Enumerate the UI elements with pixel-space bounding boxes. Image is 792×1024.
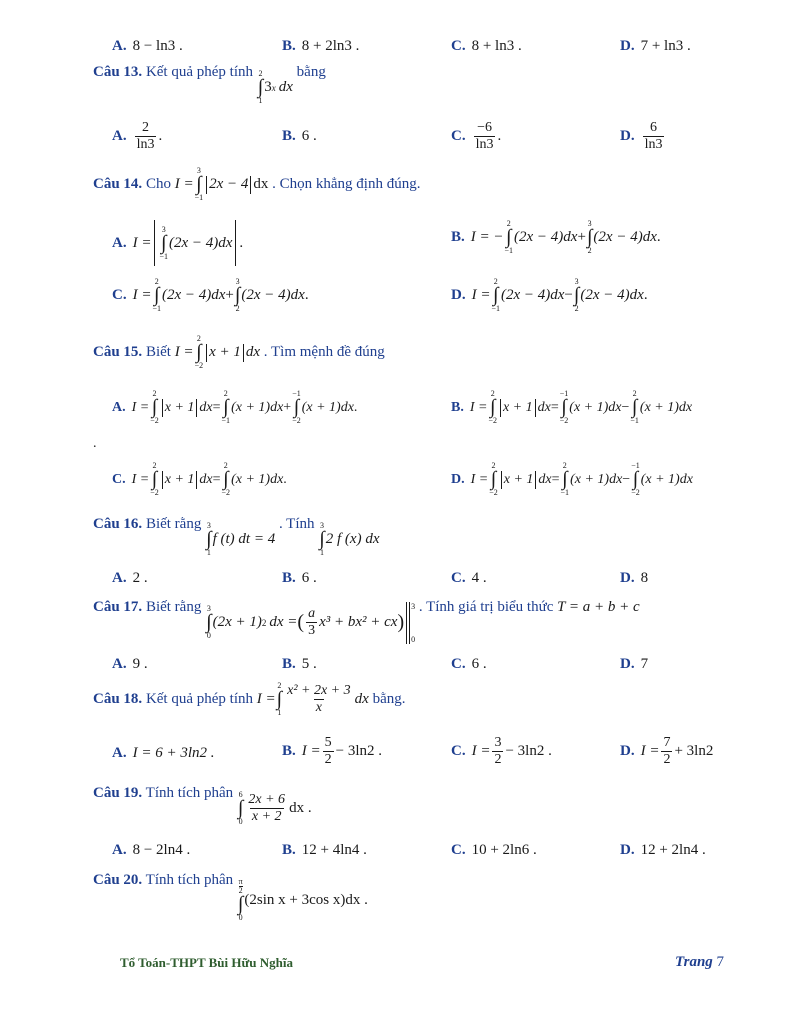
q16-option-a: A. 2 . [112, 570, 148, 586]
integral-sign: 2 ∫ 1 [257, 69, 264, 105]
integral-expression: I = 3 ∫ −1 2x − 4 dx [174, 166, 269, 202]
question-14: Câu 14. Cho I = 3 ∫ −1 2x − 4 dx . Chọn khẳng định đúng. [93, 166, 421, 202]
option-label: D. [620, 38, 635, 54]
integral-expression: 3 ∫ 0 (2x + 1) 2 dx = ( $\frac{a}{3}$ x³ + bx² + cx ) 3 0 [206, 601, 416, 644]
option-text: 8 + 2ln3 . [301, 38, 360, 54]
question-20: Câu 20. Tính tích phân π 2 ∫ 0 (2sin x + 3cos x)dx . [93, 872, 368, 922]
question-18: Câu 18. Kết quả phép tính I = 2 ∫ 1 $\frac{\text{x² + 2x + 3}}{x}$ dx bằng. [93, 681, 406, 717]
q17-option-c: C. 6 . [451, 656, 487, 672]
q18-option-a: A. I = 6 + 3ln2 . [112, 745, 215, 761]
q17-option-b: B. 5 . [282, 656, 317, 672]
option-label: B. [282, 38, 296, 54]
integral-expression: 6 ∫ 0 $\frac{2x + 6}{x + 2}$ dx . [237, 790, 312, 826]
q17-option-a: A. 9 . [112, 656, 148, 672]
q13-option-b: B. 6 . [282, 128, 317, 144]
q19-option-d: D. 12 + 2ln4 . [620, 842, 706, 858]
q12-option-d [620, 38, 691, 55]
q16-option-b: B. 6 . [282, 570, 317, 586]
q18-option-c: C. I = $\frac{3}{2}$ − 3ln2 . [451, 735, 552, 768]
integral-expression-2: 3 ∫ 1 2 f (x) dx [319, 521, 380, 557]
q16-option-c: C. 4 . [451, 570, 487, 586]
option-label: A. [112, 38, 127, 54]
question-17: Câu 17. Biết rằng 3 ∫ 0 (2x + 1) 2 dx = ( $\frac{a}{3}$ x³ + bx² + cx ) 3 0 . Tính giá trị biểu thức T = a + b + c [93, 599, 640, 644]
q19-option-b: B. 12 + 4ln4 . [282, 842, 367, 858]
option-text: 8 − ln3 . [132, 38, 183, 54]
integral-expression: π 2 ∫ 0 (2sin x + 3cos x)dx . [237, 877, 368, 922]
q14-option-b: B. I = − 2 ∫ −1 (2x − 4)dx + 3 ∫ 2 (2x − 4)dx . [451, 219, 661, 255]
q15-option-c: C. I = 2 ∫ −2 x + 1 dx = 2 ∫ −2 (x + 1) dx . [112, 461, 287, 497]
option-label: C. [451, 38, 466, 54]
q14-option-a: A. I = 3 ∫ −1 (2x − 4)dx . [112, 220, 243, 266]
q15-option-d: D. I = 2 ∫ −2 x + 1 dx = 2 ∫ −1 (x + 1) dx − −1 ∫ −2 (x + 1) dx [451, 461, 693, 497]
question-15: Câu 15. Biết I = 2 ∫ −2 x + 1 dx . Tìm mệnh đề đúng [93, 334, 385, 370]
q16-option-d: D. 8 [620, 570, 649, 586]
question-text: Kết quả phép tính [145, 64, 253, 80]
question-13 [93, 64, 326, 105]
stray-period: . [93, 436, 97, 451]
q12-option-b [282, 38, 359, 55]
q19-option-a: A. 8 − 2ln4 . [112, 842, 191, 858]
q12-option-a [112, 38, 183, 55]
footer-school: Tổ Toán-THPT Bùi Hữu Nghĩa [120, 955, 294, 970]
q17-option-d: D. 7 [620, 656, 649, 672]
question-label: Câu 13. [93, 64, 143, 80]
q12-option-c [451, 38, 522, 55]
integral-expression: I = 2 ∫ −2 x + 1 dx [174, 334, 261, 370]
q13-option-a: A. $\frac{2}{\ln 3}$ . [112, 120, 163, 153]
q15-option-b: B. I = 2 ∫ −2 x + 1 dx = −1 ∫ −2 (x + 1) dx − 2 ∫ −1 (x + 1) dx [451, 389, 693, 425]
integral-expression: I = 2 ∫ 1 $\frac{\text{x² + 2x + 3}}{x}$ dx [256, 681, 369, 717]
question-text-after: bằng [296, 64, 326, 80]
option-text: 7 + ln3 . [640, 38, 691, 54]
q14-option-c: C. I = 2 ∫ −1 (2x − 4)dx + 3 ∫ 2 (2x − 4)dx . [112, 277, 309, 313]
q18-option-d: D. I = $\frac{7}{2}$ + 3ln2 [620, 735, 714, 768]
q13-option-c: C. $\frac{-6}{\ln 3}$ . [451, 120, 502, 153]
q15-option-a: A. I = 2 ∫ −2 x + 1 dx = 2 ∫ −1 (x + 1) dx + −1 ∫ −2 (x + 1) dx . [112, 389, 358, 425]
q13-option-d: D. $\frac{6}{\ln 3}$ [620, 120, 663, 153]
q19-option-c: C. 10 + 2ln6 . [451, 842, 537, 858]
q14-option-d: D. I = 2 ∫ −1 (2x − 4)dx − 3 ∫ 2 (2x − 4)dx . [451, 277, 648, 313]
question-16: Câu 16. Biết rằng 3 ∫ 1 f (t) dt = 4 . Tính 3 ∫ 1 2 f (x) dx [93, 516, 380, 557]
q18-option-b: B. I = $\frac{5}{2}$ − 3ln2 . [282, 735, 383, 768]
question-19: Câu 19. Tính tích phân 6 ∫ 0 $\frac{2x + 6}{x + 2}$ dx . [93, 785, 312, 826]
integral-expression: 3 ∫ 1 f (t) dt = 4 [206, 521, 276, 557]
integral-expression: 2 ∫ 1 3 x dx [257, 69, 293, 105]
option-text: 8 + ln3 . [471, 38, 522, 54]
footer-page-number: Trang 7 [675, 954, 725, 970]
